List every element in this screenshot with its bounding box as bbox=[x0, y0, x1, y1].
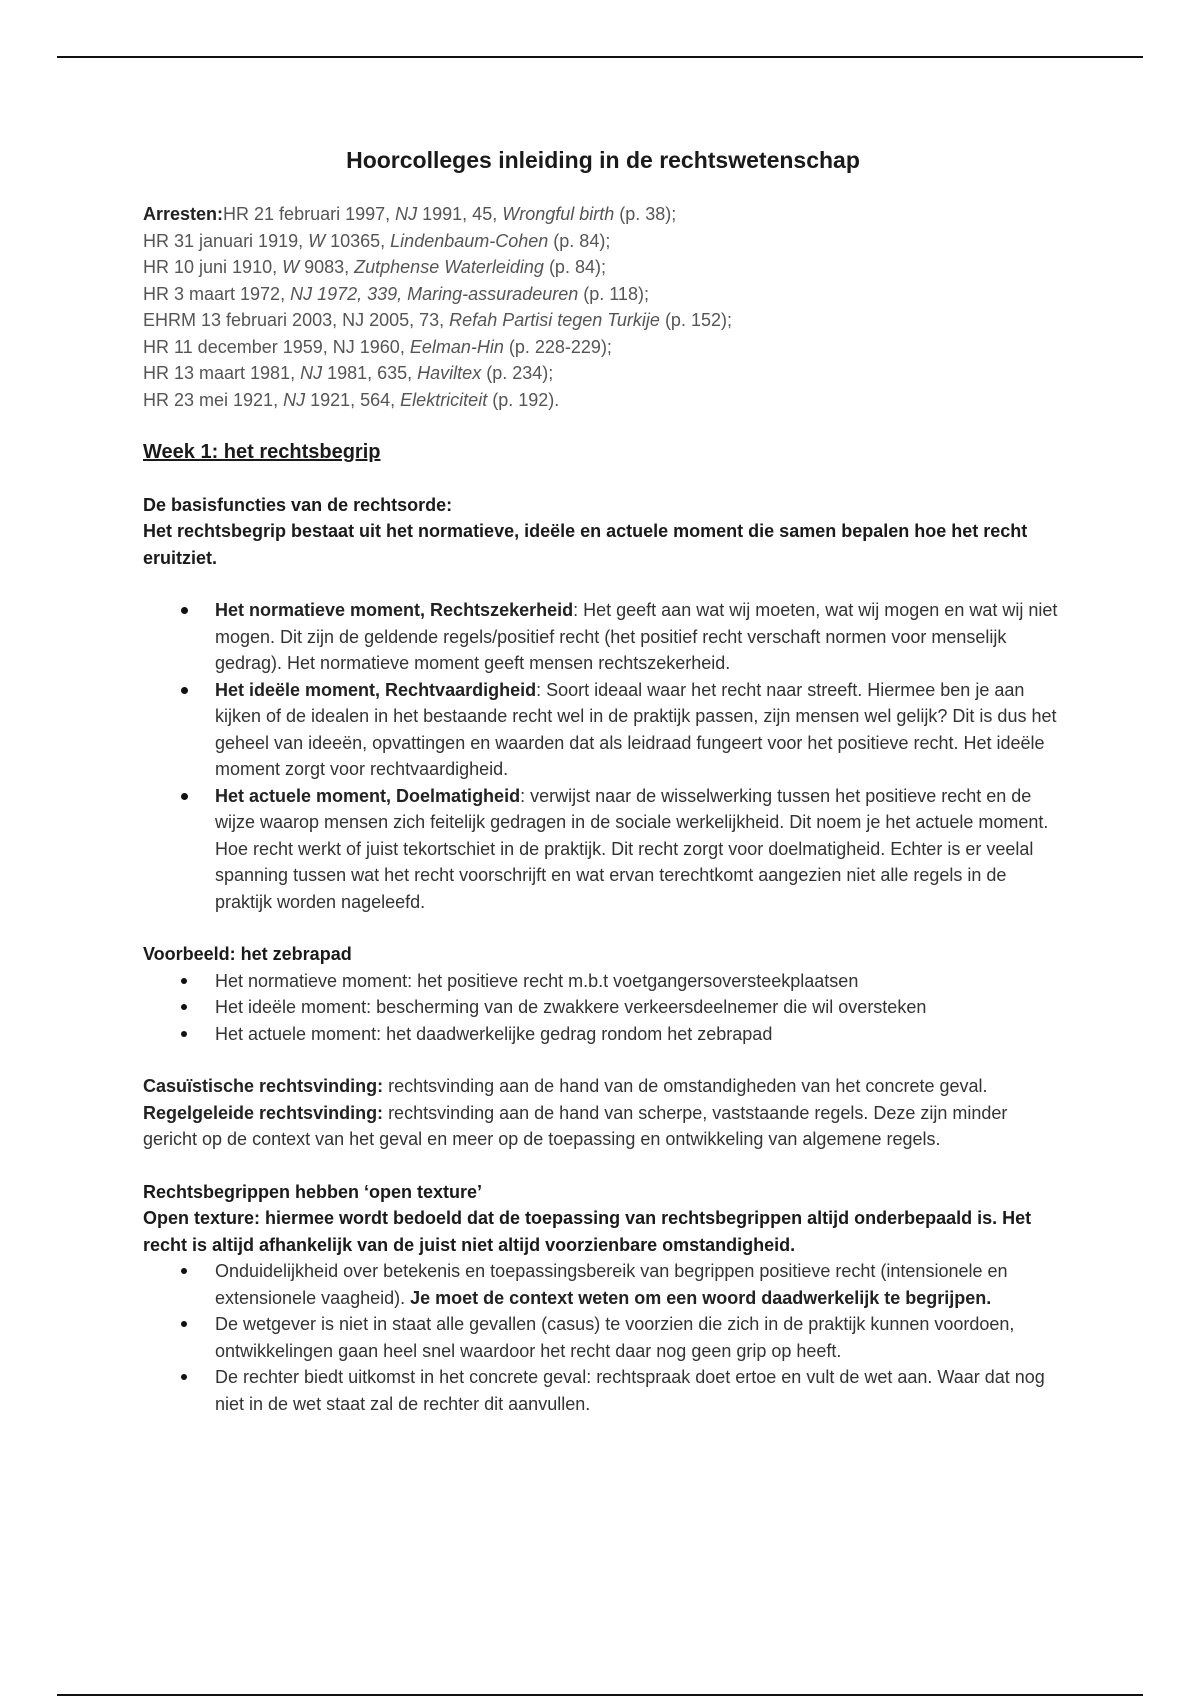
arrest-line bbox=[143, 281, 1063, 308]
arrest-text: (p. 84); bbox=[543, 257, 606, 277]
list-item: Het ideële moment: bescherming van de zwakkere verkeersdeelnemer die wil oversteken bbox=[215, 994, 1063, 1021]
list-item bbox=[215, 783, 1063, 916]
section-intro: Het rechtsbegrip bestaat uit het normatieve, ideële en actuele moment die samen bepalen hoe het recht eruitziet. bbox=[143, 521, 1028, 568]
arrest-text: HR 23 mei 1921, bbox=[143, 389, 284, 410]
item-text: Onduidelijkheid over betekenis en toepassingsbereik van begrippen positieve recht (intensionele en extensionele vaagheid). bbox=[215, 1261, 1008, 1308]
arrest-line bbox=[143, 387, 1063, 414]
item-bold-text: Je moet de context weten om een woord daadwerkelijk te begrijpen. bbox=[410, 1287, 992, 1308]
arrest-text: (p. 234); bbox=[481, 363, 554, 383]
arrest-line bbox=[143, 201, 1063, 228]
arrest-line bbox=[143, 360, 1063, 387]
arrest-text: (p. 192). bbox=[487, 389, 560, 410]
list-item bbox=[215, 1311, 1063, 1364]
document-body bbox=[143, 145, 1063, 1417]
arrest-text: (p. 84); bbox=[548, 230, 611, 251]
arrest-italic: W bbox=[282, 257, 300, 277]
arrest-italic: NJ bbox=[283, 389, 306, 410]
definition-casuistisch bbox=[143, 1073, 1063, 1100]
definition-regelgeleid bbox=[143, 1100, 1063, 1153]
arrest-text: 9083, bbox=[299, 257, 355, 277]
document-title: Hoorcolleges inleiding in de rechtswetenschap bbox=[346, 147, 860, 173]
arrest-text: (p. 152); bbox=[659, 310, 732, 330]
item-text: De rechter biedt uitkomst in het concrete geval: rechtspraak doet ertoe en vult de wet aan. Waar dat nog niet in de wet staat zal de rechter dit aanvullen. bbox=[215, 1367, 1045, 1414]
arrest-italic: Elektriciteit bbox=[400, 389, 488, 410]
arrest-text: HR 31 januari 1919, bbox=[143, 230, 309, 251]
list-item: Het normatieve moment: het positieve recht m.b.t voetgangersoversteekplaatsen bbox=[215, 968, 1063, 995]
arrest-text: (p. 38); bbox=[614, 204, 677, 224]
item-text: : verwijst naar de wisselwerking tussen het positieve recht en de wijze waarop mensen zich feitelijk gedragen in de sociale werkelijkheid. Dit noem je het actuele moment. Hoe recht werkt of juist tekortschiet in de praktijk. Dit recht zorgt voor doelmatigheid. Echter is er veelal spanning tussen wat het recht voorschrijft en wat ervan terechtkomt aangezien niet alle regels in de praktijk worden nageleefd. bbox=[215, 785, 1049, 912]
arrest-italic: Refah Partisi tegen Turkije bbox=[449, 310, 660, 330]
arrest-text: HR 10 juni 1910, bbox=[143, 257, 283, 277]
arrest-line bbox=[143, 254, 1063, 281]
definition-text: rechtsvinding aan de hand van de omstandigheden van het concrete geval. bbox=[383, 1076, 988, 1096]
bottom-rule bbox=[57, 1694, 1143, 1696]
arresten-label: Arresten: bbox=[143, 204, 224, 224]
example-list bbox=[143, 968, 1063, 1048]
item-text: : Soort ideaal waar het recht naar streeft. Hiermee ben je aan kijken of de idealen in het bestaande recht wel in de praktijk passen, zijn mensen wel gelijk? Dit is dus het geheel van ideeën, opvattingen en waarden dat als leidraad fungeert voor het positieve recht. Het ideële moment zorgt voor rechtvaardigheid. bbox=[215, 679, 1057, 779]
arrest-text: HR 11 december 1959, NJ 1960, bbox=[143, 336, 410, 357]
open-texture-list bbox=[143, 1258, 1063, 1417]
arrest-italic: W bbox=[308, 230, 326, 251]
arrest-italic: Zutphense Waterleiding bbox=[354, 257, 544, 277]
definition-label: Casuïstische rechtsvinding: bbox=[143, 1076, 384, 1096]
list-item bbox=[215, 1258, 1063, 1311]
arrest-line bbox=[143, 334, 1063, 361]
arrest-italic: Lindenbaum-Cohen bbox=[390, 230, 549, 251]
arrest-italic: Haviltex bbox=[417, 363, 482, 383]
arrest-italic: NJ bbox=[300, 363, 323, 383]
item-label: Het normatieve moment, Rechtszekerheid bbox=[215, 600, 574, 620]
arrest-text: (p. 118); bbox=[578, 283, 649, 304]
definition-text: rechtsvinding aan de hand van scherpe, vaststaande regels. Deze zijn minder gericht op de context van het geval en meer op de toepassing en ontwikkeling van algemene regels. bbox=[143, 1102, 1008, 1149]
arrest-line bbox=[143, 228, 1063, 255]
list-item bbox=[215, 597, 1063, 677]
arresten-list bbox=[143, 201, 1063, 413]
top-rule bbox=[57, 56, 1143, 58]
open-texture-heading: Rechtsbegrippen hebben ‘open texture’ bbox=[143, 1181, 483, 1202]
arrest-text: HR 13 maart 1981, bbox=[143, 363, 301, 383]
arrest-text: 1921, 564, bbox=[305, 389, 401, 410]
section-heading: De basisfuncties van de rechtsorde: bbox=[143, 494, 453, 515]
arrest-text: HR 3 maart 1972, bbox=[143, 283, 291, 304]
item-text: : Het geeft aan wat wij moeten, wat wij mogen en wat wij niet mogen. Dit zijn de geldende regels/positief recht (het positief recht verschaft normen voor menselijk gedrag). Het normatieve moment geeft mensen rechtszekerheid. bbox=[215, 600, 1058, 673]
moments-list bbox=[143, 597, 1063, 915]
week-heading: Week 1: het rechtsbegrip bbox=[143, 441, 381, 463]
list-item: Het actuele moment: het daadwerkelijke gedrag rondom het zebrapad bbox=[215, 1021, 1063, 1048]
arrest-text: 10365, bbox=[325, 230, 391, 251]
item-label: Het actuele moment, Doelmatigheid bbox=[215, 785, 521, 806]
arrest-italic: NJ bbox=[395, 204, 418, 224]
arrest-italic: Wrongful birth bbox=[502, 204, 615, 224]
arrest-line bbox=[143, 307, 1063, 334]
arrest-text: 1991, 45, bbox=[417, 204, 503, 224]
list-item bbox=[215, 677, 1063, 783]
arrest-italic: NJ 1972, 339, Maring-assuradeuren bbox=[290, 283, 579, 304]
arrest-text: (p. 228-229); bbox=[503, 336, 612, 357]
arrest-italic: Eelman-Hin bbox=[409, 336, 504, 357]
arrest-text: EHRM 13 februari 2003, NJ 2005, 73, bbox=[143, 310, 450, 330]
arrest-text: HR 21 februari 1997, bbox=[223, 204, 396, 224]
item-text: De wetgever is niet in staat alle gevallen (casus) te voorzien die zich in de praktijk kunnen voordoen, ontwikkelingen gaan heel snel waardoor het recht daar nog geen grip op heeft. bbox=[215, 1314, 1015, 1361]
example-heading: Voorbeeld: het zebrapad bbox=[143, 944, 352, 964]
open-texture-intro: Open texture: hiermee wordt bedoeld dat de toepassing van rechtsbegrippen altijd onderbepaald is. Het recht is altijd afhankelijk van de juist niet altijd voorzienbare omstandigheid. bbox=[143, 1208, 1032, 1255]
arrest-text: 1981, 635, bbox=[322, 363, 418, 383]
item-label: Het ideële moment, Rechtvaardigheid bbox=[215, 679, 537, 700]
definition-label: Regelgeleide rechtsvinding: bbox=[143, 1102, 384, 1123]
list-item bbox=[215, 1364, 1063, 1417]
